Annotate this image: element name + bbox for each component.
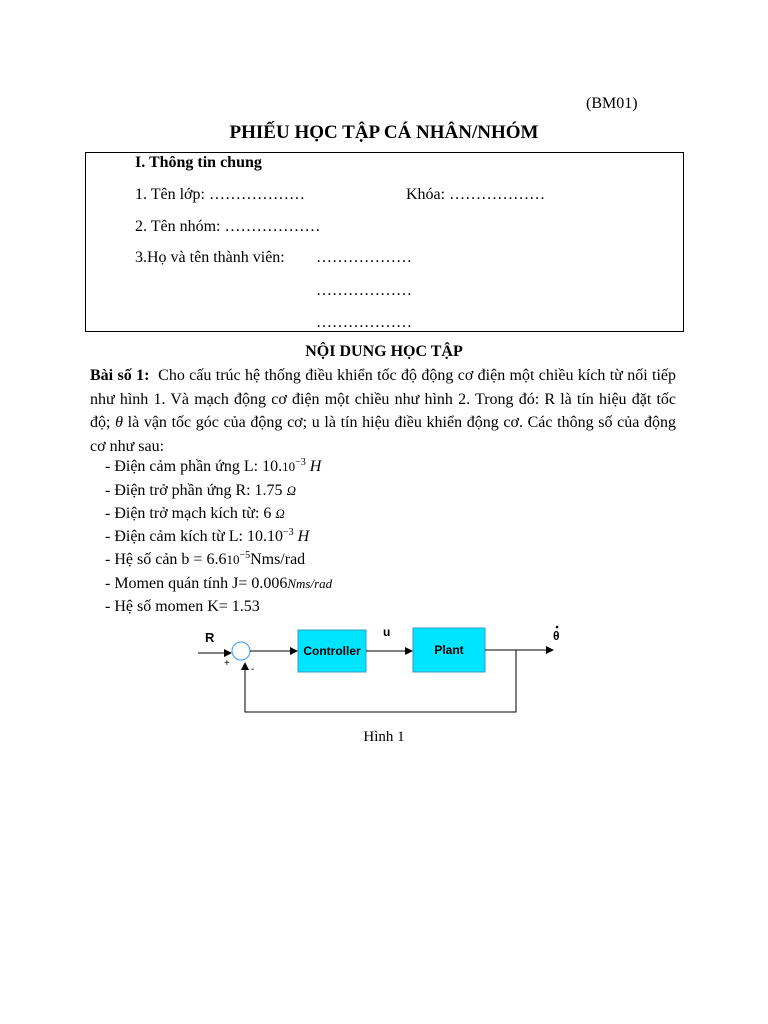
members-dots-3: ……………… <box>316 314 412 331</box>
controller-label: Controller <box>303 644 361 658</box>
page-title: PHIẾU HỌC TẬP CÁ NHÂN/NHÓM <box>229 122 539 143</box>
form-code: (BM01) <box>586 95 638 112</box>
param-damping: - Hệ số cản $b = 6.610^{-5}Nms$/rad <box>105 550 306 568</box>
info-box <box>85 152 684 332</box>
output-theta-label: θ <box>553 629 560 643</box>
param-torque-constant: - Hệ số momen K= 1.53 <box>105 598 260 615</box>
param-armature-inductance: - Điện cảm phần ứng L: $10.10^{-3}$ H <box>105 457 322 475</box>
exercise-paragraph <box>90 364 676 458</box>
exercise-text-2: là vận tốc góc của động cơ; u là tín hiệu điều khiển động cơ. Các thông số của động cơ như sau: <box>90 414 676 455</box>
group-field: 2. Tên nhóm: ……………… <box>135 218 321 235</box>
class-field: 1. Tên lớp: ……………… <box>135 186 305 203</box>
info-heading: I. Thông tin chung <box>135 154 262 171</box>
exercise-text-1: Cho cấu trúc hệ thống điều khiển tốc độ động cơ điện một chiều kích từ nối tiếp như hình 1. Và mạch động cơ điện một chiều như hình 2. Trong đó: R là tín hiệu đặt tốc độ; <box>90 367 677 431</box>
block-diagram <box>190 618 570 720</box>
plus-sign: + <box>224 658 230 669</box>
members-dots-2: ……………… <box>316 282 412 299</box>
theta-dot <box>556 626 559 629</box>
plant-label: Plant <box>434 643 464 657</box>
param-inertia: - Momen quán tính J= 0.006Nms/rad <box>105 575 333 592</box>
members-label: 3.Họ và tên thành viên: <box>135 249 285 266</box>
signal-u-label: u <box>383 625 391 639</box>
members-dots-1: ……………… <box>316 249 412 266</box>
figure-caption: Hình 1 <box>363 729 405 745</box>
summing-junction <box>232 642 250 660</box>
course-field: Khóa: ……………… <box>406 186 546 203</box>
exercise-label: Bài số 1: <box>90 367 150 384</box>
param-field-inductance: - Điện cảm kích từ L: $10.10^{-3}$ H <box>105 527 310 545</box>
section-title: NỘI DUNG HỌC TẬP <box>305 343 463 360</box>
minus-sign: - <box>251 664 255 675</box>
input-r-label: R <box>205 630 215 645</box>
param-armature-resistance: - Điện trở phần ứng R: 1.75 Ω <box>105 482 296 499</box>
theta-symbol: θ <box>115 414 123 431</box>
param-field-resistance: - Điện trở mạch kích từ: 6 Ω <box>105 505 285 522</box>
